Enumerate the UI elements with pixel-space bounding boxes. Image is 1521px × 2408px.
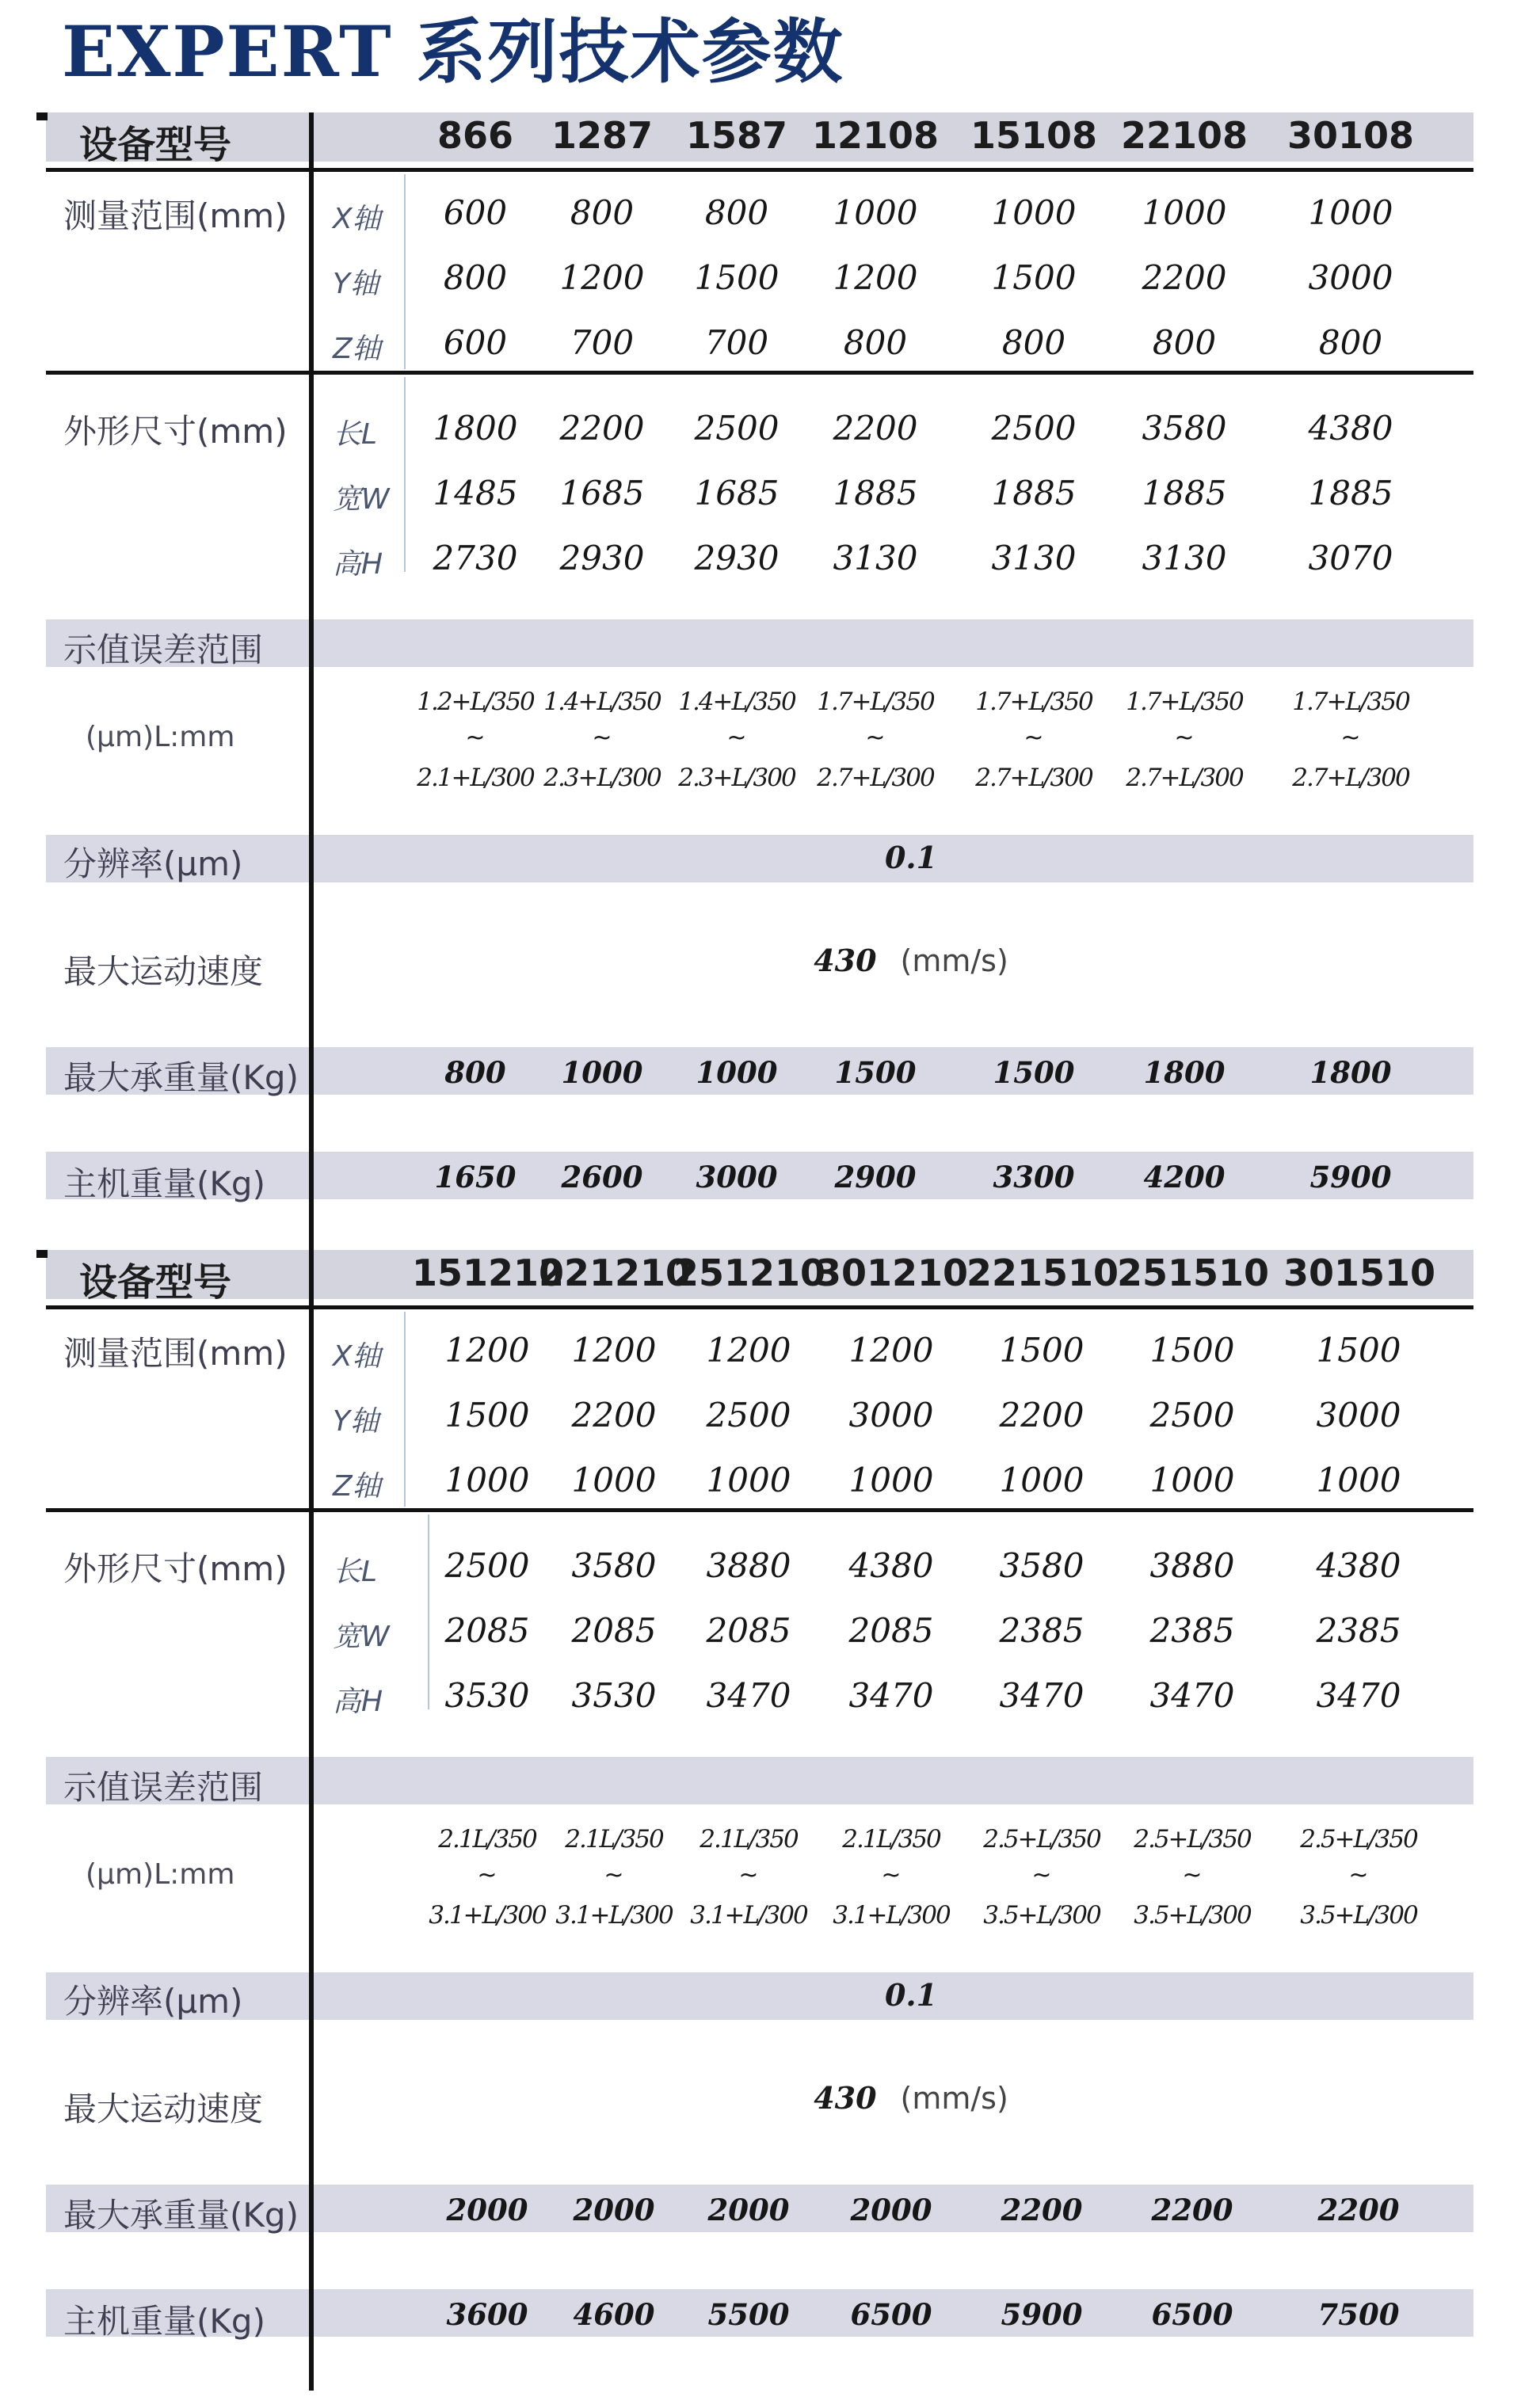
measure-y-value: 3000 <box>1308 258 1393 297</box>
measure-y-value: 3000 <box>1316 1396 1401 1435</box>
measure-x-value: 1000 <box>991 193 1077 232</box>
error-upper-value: 2.1L/350 <box>438 1825 536 1854</box>
dim-l-value: 4380 <box>1308 409 1393 448</box>
dim-w-value: 1885 <box>833 474 918 512</box>
model-number: 221510 <box>966 1252 1119 1294</box>
max-speed-number: 430 <box>814 943 877 978</box>
measure-z-value: 1000 <box>706 1461 791 1499</box>
measure-y-value: 3000 <box>848 1396 934 1435</box>
dim-h-value: 3470 <box>1316 1676 1401 1715</box>
error-lower-value: 3.5+L/300 <box>1300 1901 1417 1930</box>
dimensions-label: 外形尺寸(mm) <box>63 412 288 451</box>
model-number: 22108 <box>1120 114 1248 157</box>
dim-label-l: 长L <box>333 418 378 451</box>
measure-y-value: 800 <box>443 258 508 297</box>
model-number: 251510 <box>1117 1252 1270 1294</box>
measure-x-value: 1500 <box>1316 1331 1401 1370</box>
axis-label-y: Y轴 <box>333 1405 379 1438</box>
error-upper-value: 1.4+L/350 <box>543 688 661 716</box>
dim-h-value: 3470 <box>848 1676 934 1715</box>
axis-label-x: X轴 <box>333 203 381 235</box>
max-load-value: 2000 <box>850 2193 932 2227</box>
model-number: 251210 <box>673 1252 826 1294</box>
error-tilde: ~ <box>1174 724 1195 752</box>
dim-l-value: 2200 <box>833 409 918 448</box>
table-corner-mark <box>36 1250 48 1258</box>
error-unit-label: (μm)L:mm <box>86 1858 235 1891</box>
measure-y-value: 1500 <box>991 258 1077 297</box>
dim-l-value: 2500 <box>444 1546 530 1585</box>
error-tilde: ~ <box>1031 1861 1052 1889</box>
error-upper-value: 2.5+L/350 <box>1300 1825 1417 1854</box>
measure-x-value: 1500 <box>999 1331 1085 1370</box>
measure-z-value: 1000 <box>848 1461 934 1499</box>
error-lower-value: 2.7+L/300 <box>1292 764 1409 792</box>
error-upper-value: 1.4+L/350 <box>678 688 795 716</box>
error-upper-value: 1.7+L/350 <box>1126 688 1243 716</box>
error-tilde: ~ <box>726 724 747 752</box>
model-number: 1287 <box>551 114 654 157</box>
measure-divider <box>46 1508 1473 1512</box>
machine-weight-value: 2600 <box>561 1160 643 1194</box>
max-speed-value <box>792 943 1030 978</box>
measure-z-value: 800 <box>843 323 908 362</box>
machine-weight-value: 5900 <box>1001 2297 1083 2332</box>
dim-w-value: 2085 <box>444 1611 530 1650</box>
measure-z-value: 1000 <box>1149 1461 1235 1499</box>
error-lower-value: 3.1+L/300 <box>833 1901 950 1930</box>
error-tilde: ~ <box>477 1861 497 1889</box>
dim-h-value: 3130 <box>1142 539 1227 577</box>
dimensions-label: 外形尺寸(mm) <box>63 1549 288 1588</box>
measure-x-value: 600 <box>443 193 508 232</box>
model-number: 301210 <box>816 1252 969 1294</box>
dim-w-value: 1885 <box>1142 474 1227 512</box>
error-unit-label: (μm)L:mm <box>86 721 235 753</box>
dim-l-value: 3880 <box>706 1546 791 1585</box>
measure-z-value: 800 <box>1152 323 1217 362</box>
dim-l-value: 1800 <box>433 409 518 448</box>
dim-w-value: 1485 <box>433 474 518 512</box>
dim-h-value: 3470 <box>999 1676 1085 1715</box>
resolution-value: 0.1 <box>884 840 938 875</box>
header-divider <box>46 168 1473 172</box>
page-title <box>62 8 844 95</box>
measure-y-value: 2500 <box>706 1396 791 1435</box>
dim-h-value: 3130 <box>991 539 1077 577</box>
measure-y-value: 1500 <box>694 258 780 297</box>
model-number: 221210 <box>539 1252 692 1294</box>
measure-y-value: 1200 <box>559 258 645 297</box>
label-column-divider <box>309 112 314 1253</box>
error-tilde: ~ <box>865 724 886 752</box>
dim-l-value: 3580 <box>999 1546 1085 1585</box>
dim-h-value: 3470 <box>706 1676 791 1715</box>
machine-weight-value: 6500 <box>850 2297 932 2332</box>
measure-x-value: 1200 <box>571 1331 657 1370</box>
dim-l-value: 3580 <box>1142 409 1227 448</box>
measure-x-value: 1200 <box>706 1331 791 1370</box>
dim-w-value: 1685 <box>559 474 645 512</box>
error-lower-value: 2.7+L/300 <box>1126 764 1243 792</box>
error-tilde: ~ <box>738 1861 759 1889</box>
dim-h-value: 2730 <box>433 539 518 577</box>
measure-y-value: 2200 <box>571 1396 657 1435</box>
error-upper-value: 2.1L/350 <box>842 1825 940 1854</box>
error-upper-value: 1.7+L/350 <box>1292 688 1409 716</box>
max-load-value: 2000 <box>573 2193 655 2227</box>
machine-weight-value: 6500 <box>1151 2297 1233 2332</box>
error-lower-value: 2.1+L/300 <box>417 764 534 792</box>
measure-z-value: 600 <box>443 323 508 362</box>
error-upper-value: 2.5+L/350 <box>983 1825 1100 1854</box>
dim-l-value: 2500 <box>991 409 1077 448</box>
dim-w-value: 2385 <box>999 1611 1085 1650</box>
model-number: 1587 <box>685 114 788 157</box>
table-corner-mark <box>36 112 48 120</box>
measure-z-value: 700 <box>570 323 635 362</box>
measure-x-value: 1500 <box>1149 1331 1235 1370</box>
title-chinese: 系列技术参数 <box>416 11 844 93</box>
dim-label-l: 长L <box>333 1556 378 1588</box>
machine-weight-value: 5500 <box>707 2297 790 2332</box>
model-number: 301510 <box>1283 1252 1436 1294</box>
max-load-value: 2000 <box>707 2193 790 2227</box>
model-number: 866 <box>436 114 514 157</box>
dim-h-value: 3130 <box>833 539 918 577</box>
axis-label-z: Z轴 <box>333 1470 381 1503</box>
machine-weight-value: 7500 <box>1317 2297 1400 2332</box>
error-upper-value: 1.7+L/350 <box>975 688 1092 716</box>
max-speed-unit: (mm/s) <box>900 2081 1008 2116</box>
measure-x-value: 1200 <box>848 1331 934 1370</box>
error-upper-value: 1.7+L/350 <box>817 688 934 716</box>
error-upper-value: 1.2+L/350 <box>417 688 534 716</box>
max-load-label: 最大承重量(Kg) <box>63 2196 299 2235</box>
dim-w-value: 2385 <box>1149 1611 1235 1650</box>
max-load-value: 1500 <box>834 1055 917 1090</box>
axis-label-x: X轴 <box>333 1340 381 1373</box>
error-lower-value: 2.3+L/300 <box>678 764 795 792</box>
max-load-value: 1800 <box>1143 1055 1226 1090</box>
error-lower-value: 2.7+L/300 <box>975 764 1092 792</box>
max-load-value: 2200 <box>1001 2193 1083 2227</box>
machine-weight-label: 主机重量(Kg) <box>63 1164 265 1203</box>
resolution-value: 0.1 <box>884 1977 938 2013</box>
max-load-value: 2000 <box>446 2193 528 2227</box>
dim-w-value: 1885 <box>1308 474 1393 512</box>
error-tilde: ~ <box>1024 724 1044 752</box>
max-load-value: 2200 <box>1151 2193 1233 2227</box>
error-lower-value: 3.1+L/300 <box>690 1901 807 1930</box>
error-upper-value: 2.1L/350 <box>565 1825 663 1854</box>
measure-x-value: 1000 <box>833 193 918 232</box>
measure-x-value: 1200 <box>444 1331 530 1370</box>
error-upper-value: 2.5+L/350 <box>1134 1825 1251 1854</box>
machine-weight-value: 2900 <box>834 1160 917 1194</box>
axis-label-y: Y轴 <box>333 268 379 300</box>
error-tilde: ~ <box>1340 724 1361 752</box>
error-range-label: 示值误差范围 <box>63 631 264 669</box>
max-load-value: 1500 <box>993 1055 1075 1090</box>
error-tilde: ~ <box>592 724 612 752</box>
dim-label-w: 宽W <box>333 1621 390 1653</box>
max-load-label: 最大承重量(Kg) <box>63 1058 299 1097</box>
measure-x-value: 1000 <box>1308 193 1393 232</box>
dim-h-value: 2930 <box>694 539 780 577</box>
dim-l-value: 3880 <box>1149 1546 1235 1585</box>
max-load-value: 1800 <box>1309 1055 1392 1090</box>
dim-label-w: 宽W <box>333 483 390 516</box>
max-load-value: 800 <box>444 1055 506 1090</box>
title-latin: EXPERT <box>62 10 393 93</box>
machine-weight-value: 3300 <box>993 1160 1075 1194</box>
resolution-band <box>46 835 1473 882</box>
machine-weight-value: 4600 <box>573 2297 655 2332</box>
dim-w-value: 2085 <box>848 1611 934 1650</box>
dim-w-value: 1885 <box>991 474 1077 512</box>
resolution-label: 分辨率(μm) <box>63 1982 243 2021</box>
dim-h-value: 3070 <box>1308 539 1393 577</box>
measure-x-value: 800 <box>570 193 635 232</box>
error-lower-value: 3.1+L/300 <box>429 1901 546 1930</box>
measure-z-value: 1000 <box>999 1461 1085 1499</box>
error-tilde: ~ <box>1182 1861 1203 1889</box>
machine-weight-value: 5900 <box>1309 1160 1392 1194</box>
measure-z-value: 800 <box>1001 323 1066 362</box>
error-lower-value: 3.1+L/300 <box>555 1901 673 1930</box>
max-load-value: 1000 <box>696 1055 778 1090</box>
dim-l-value: 3580 <box>571 1546 657 1585</box>
measure-divider <box>46 371 1473 375</box>
dim-label-h: 高H <box>333 548 383 581</box>
machine-weight-value: 1650 <box>434 1160 517 1194</box>
model-number: 151210 <box>412 1252 565 1294</box>
dim-w-value: 1685 <box>694 474 780 512</box>
dim-l-value: 4380 <box>848 1546 934 1585</box>
max-speed-number: 430 <box>814 2080 877 2116</box>
machine-weight-value: 3600 <box>446 2297 528 2332</box>
model-number: 30108 <box>1287 114 1415 157</box>
measure-y-value: 1500 <box>444 1396 530 1435</box>
error-lower-value: 3.5+L/300 <box>1134 1901 1251 1930</box>
dim-l-value: 2500 <box>694 409 780 448</box>
error-upper-value: 2.1L/350 <box>700 1825 798 1854</box>
resolution-label: 分辨率(μm) <box>63 844 243 883</box>
measure-range-label: 测量范围(mm) <box>63 196 288 235</box>
model-label: 设备型号 <box>79 123 232 167</box>
error-tilde: ~ <box>881 1861 902 1889</box>
machine-weight-value: 3000 <box>696 1160 778 1194</box>
measure-z-value: 1000 <box>571 1461 657 1499</box>
axis-column-divider <box>404 1312 406 1507</box>
error-lower-value: 3.5+L/300 <box>983 1901 1100 1930</box>
dim-w-value: 2385 <box>1316 1611 1401 1650</box>
max-load-value: 1000 <box>561 1055 643 1090</box>
model-label: 设备型号 <box>79 1260 232 1305</box>
model-number: 12108 <box>811 114 940 157</box>
label-column-divider <box>309 1250 314 2391</box>
error-lower-value: 2.7+L/300 <box>817 764 934 792</box>
measure-x-value: 800 <box>704 193 769 232</box>
max-speed-value <box>792 2080 1030 2116</box>
model-number: 15108 <box>970 114 1098 157</box>
measure-y-value: 2200 <box>1142 258 1227 297</box>
header-divider <box>46 1305 1473 1309</box>
dim-w-value: 2085 <box>706 1611 791 1650</box>
dim-label-h: 高H <box>333 1686 383 1718</box>
error-tilde: ~ <box>465 724 486 752</box>
measure-z-value: 700 <box>704 323 769 362</box>
machine-weight-label: 主机重量(Kg) <box>63 2302 265 2341</box>
max-speed-label: 最大运动速度 <box>63 2090 264 2128</box>
dim-h-value: 3530 <box>571 1676 657 1715</box>
measure-z-value: 1000 <box>444 1461 530 1499</box>
measure-z-value: 800 <box>1318 323 1383 362</box>
dim-l-value: 2200 <box>559 409 645 448</box>
dim-h-value: 3470 <box>1149 1676 1235 1715</box>
measure-y-value: 2200 <box>999 1396 1085 1435</box>
max-speed-label: 最大运动速度 <box>63 952 264 991</box>
measure-y-value: 2500 <box>1149 1396 1235 1435</box>
machine-weight-value: 4200 <box>1143 1160 1226 1194</box>
measure-z-value: 1000 <box>1316 1461 1401 1499</box>
dim-h-value: 2930 <box>559 539 645 577</box>
dim-l-value: 4380 <box>1316 1546 1401 1585</box>
max-speed-unit: (mm/s) <box>900 943 1008 978</box>
measure-range-label: 测量范围(mm) <box>63 1334 288 1373</box>
error-range-label: 示值误差范围 <box>63 1768 264 1807</box>
measure-x-value: 1000 <box>1142 193 1227 232</box>
error-lower-value: 2.3+L/300 <box>543 764 661 792</box>
resolution-band <box>46 1972 1473 2020</box>
error-tilde: ~ <box>604 1861 624 1889</box>
dim-w-value: 2085 <box>571 1611 657 1650</box>
error-tilde: ~ <box>1348 1861 1369 1889</box>
max-load-value: 2200 <box>1317 2193 1400 2227</box>
dim-h-value: 3530 <box>444 1676 530 1715</box>
measure-y-value: 1200 <box>833 258 918 297</box>
axis-label-z: Z轴 <box>333 333 381 365</box>
